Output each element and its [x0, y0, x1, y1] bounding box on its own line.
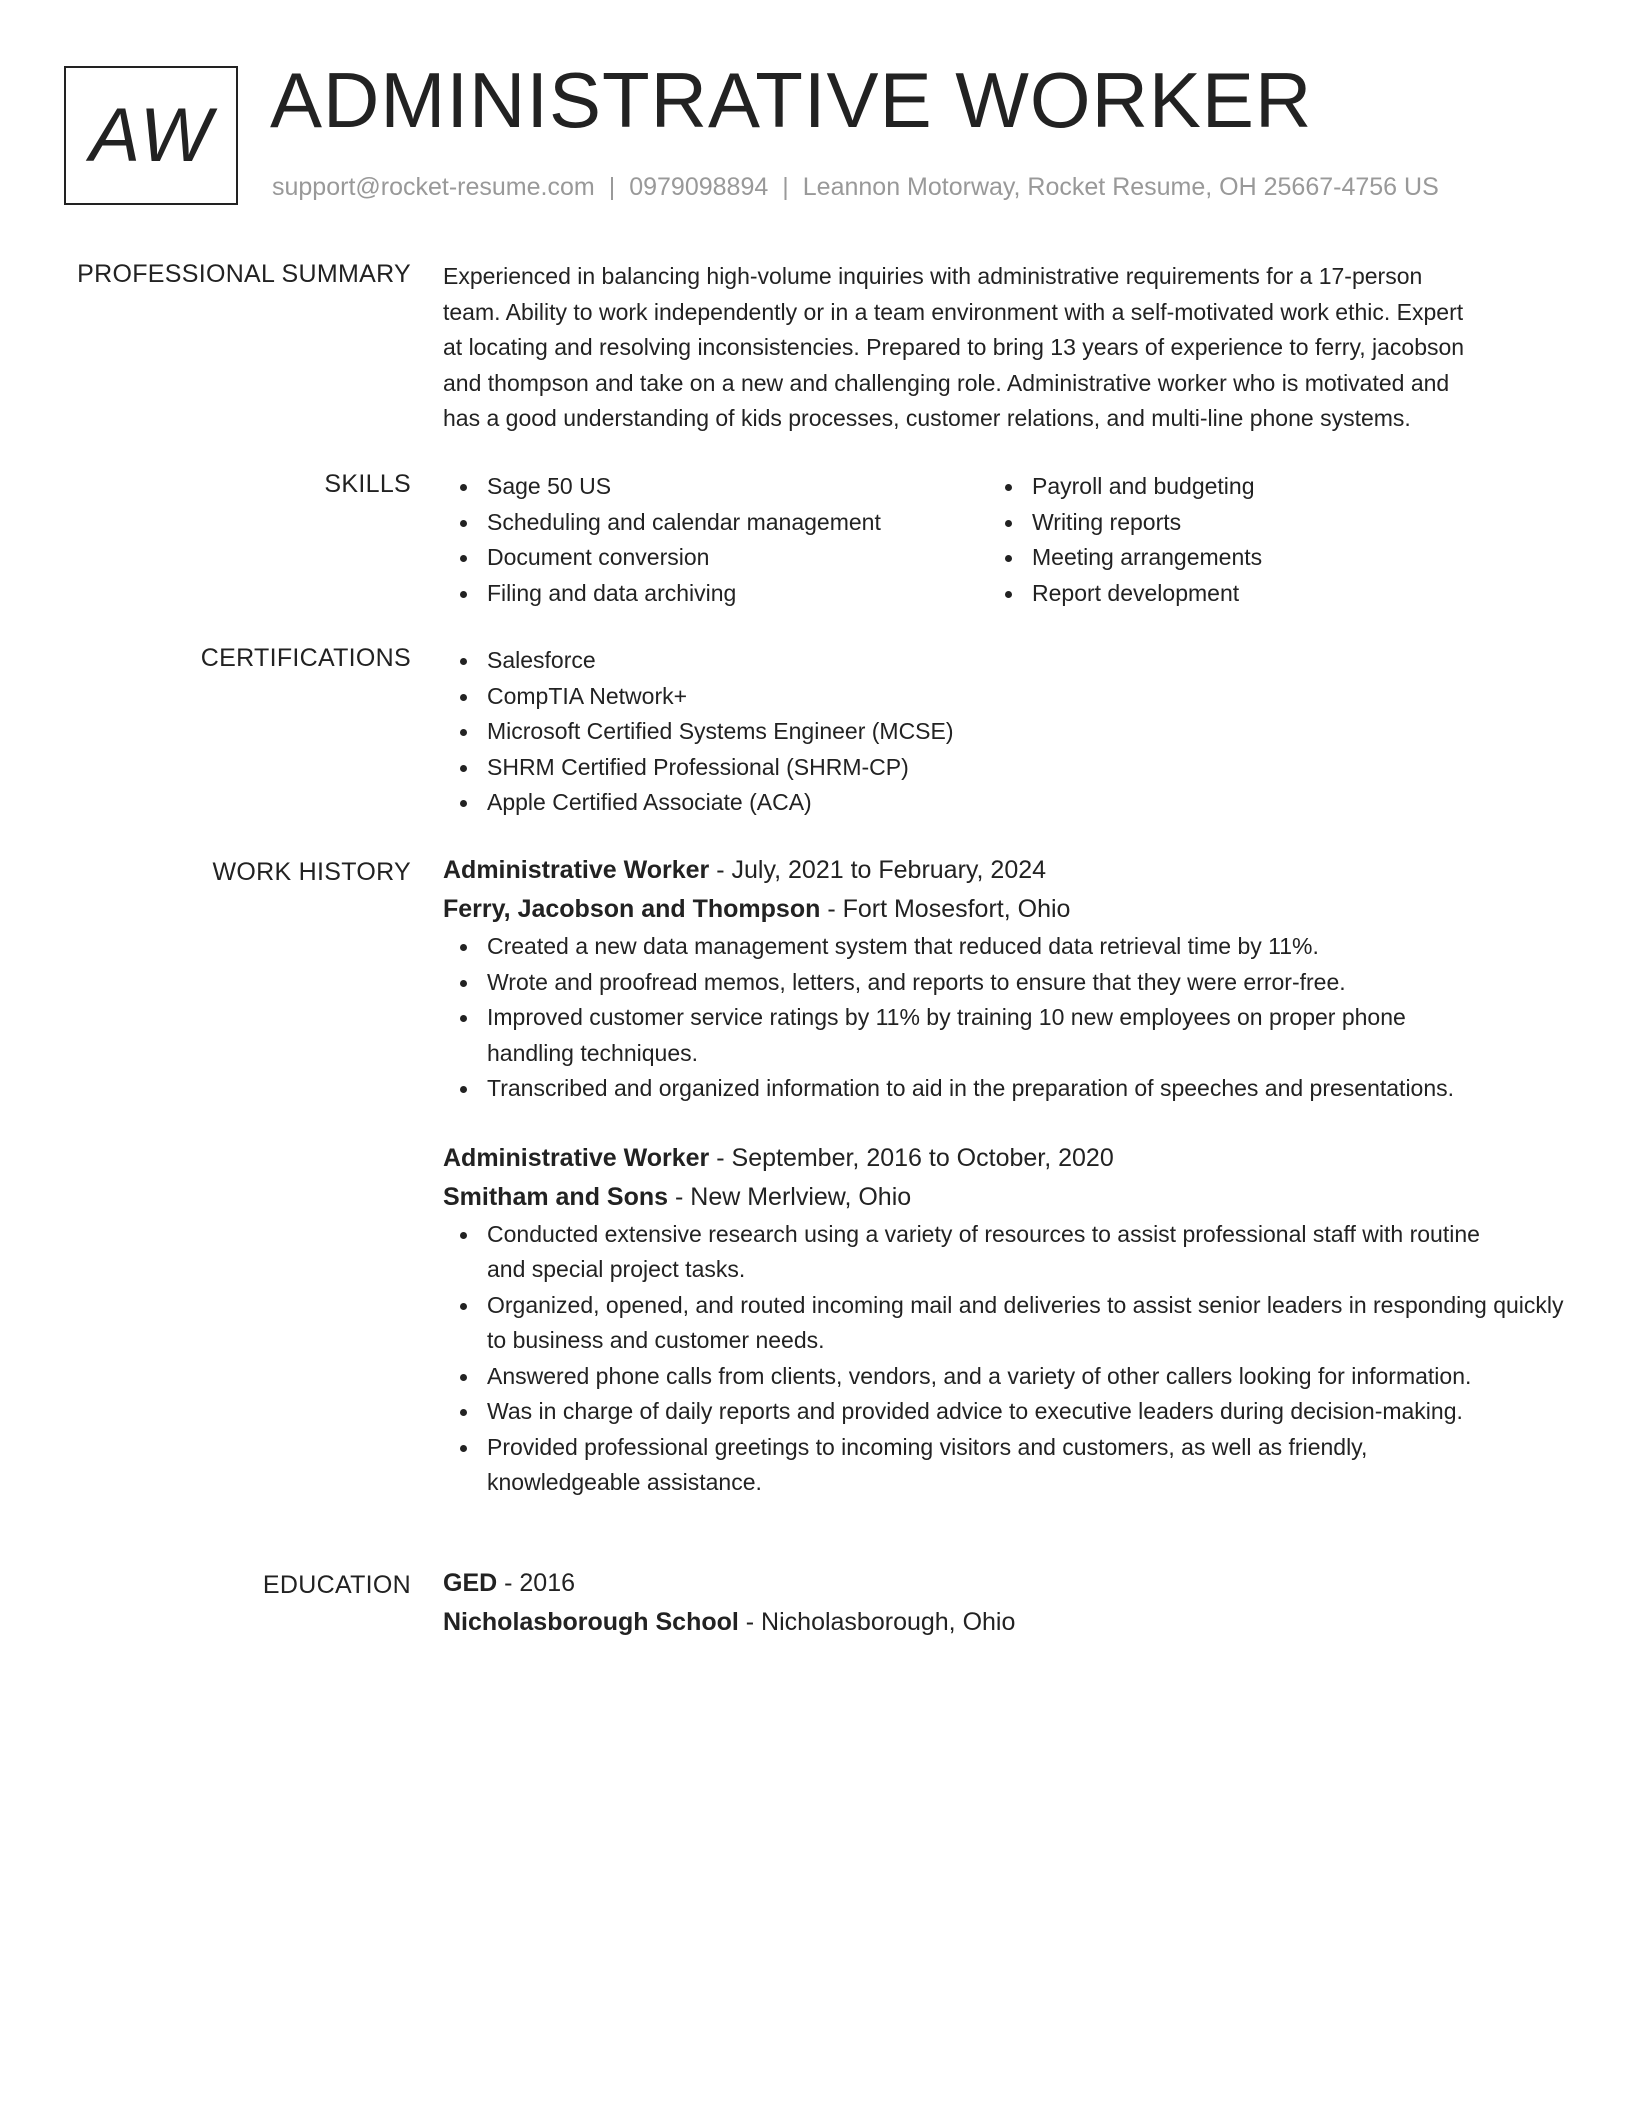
- education-degree: GED: [443, 1569, 498, 1597]
- job-entry: [443, 1139, 1564, 1501]
- skills-list-right: [988, 469, 1533, 611]
- education-body: [443, 1564, 1558, 1642]
- job-company: Ferry, Jacobson and Thompson: [443, 895, 821, 923]
- job-bullets: [443, 1217, 1564, 1501]
- job-bullet: Provided professional greetings to incoming visitors and customers, as well as friendly, knowledgeable assistance.: [443, 1430, 1497, 1501]
- job-entry: [443, 851, 1558, 1107]
- education-degree-line: [443, 1564, 1558, 1603]
- certification-item: Apple Certified Associate (ACA): [443, 785, 1558, 821]
- skill-item: Writing reports: [988, 505, 1533, 541]
- job-bullet: Organized, opened, and routed incoming mail and deliveries to assist senior leaders in responding quickly to business and customer needs.: [443, 1288, 1577, 1359]
- skill-item: Sage 50 US: [443, 469, 988, 505]
- section-label-education: EDUCATION: [262, 1571, 411, 1599]
- contact-separator: |: [608, 173, 616, 201]
- section-label-skills: SKILLS: [324, 470, 411, 498]
- education-year: - 2016: [497, 1569, 576, 1597]
- job-location: - Fort Mosesfort, Ohio: [820, 895, 1071, 923]
- job-company-line: [443, 1178, 1558, 1217]
- job-bullet: Wrote and proofread memos, letters, and reports to ensure that they were error-free.: [443, 965, 1558, 1001]
- job-bullets: [443, 929, 1558, 1107]
- summary-line: at locating and resolving inconsistencies. Prepared to bring 13 years of experience to ferry, jacobson: [443, 334, 1465, 360]
- job-bullet: Was in charge of daily reports and provided advice to executive leaders during decision-making.: [443, 1394, 1558, 1430]
- contact-line: [272, 171, 1439, 204]
- section-label-summary: PROFESSIONAL SUMMARY: [77, 260, 411, 288]
- skill-item: Scheduling and calendar management: [443, 505, 988, 541]
- education-location: - Nicholasborough, Ohio: [738, 1608, 1016, 1636]
- resume-name-title: ADMINISTRATIVE WORKER: [270, 56, 1313, 144]
- job-title-line: [443, 851, 1558, 890]
- summary-line: Experienced in balancing high-volume inquiries with administrative requirements for a 17-person: [443, 263, 1423, 289]
- job-dates: - September, 2016 to October, 2020: [709, 1143, 1114, 1172]
- summary-line: team. Ability to work independently or in a team environment with a self-motivated work ethic. Expert: [443, 298, 1464, 325]
- job-title: Administrative Worker: [443, 1143, 710, 1172]
- job-title-line: [443, 1139, 1558, 1178]
- skill-item: Document conversion: [443, 540, 988, 576]
- education-school: Nicholasborough School: [443, 1608, 739, 1636]
- certification-item: SHRM Certified Professional (SHRM-CP): [443, 750, 1558, 786]
- monogram-logo: AW: [64, 66, 238, 205]
- skill-item: Report development: [988, 576, 1533, 612]
- certification-item: CompTIA Network+: [443, 679, 1558, 715]
- job-title: Administrative Worker: [443, 856, 710, 884]
- summary-line: and thompson and take on a new and challenging role. Administrative worker who is motivated and: [443, 369, 1450, 396]
- certification-item: Salesforce: [443, 643, 1558, 679]
- section-label-work-history: WORK HISTORY: [212, 858, 411, 886]
- job-company-line: [443, 890, 1558, 929]
- job-bullet: Answered phone calls from clients, vendors, and a variety of other callers looking for information.: [443, 1359, 1558, 1395]
- job-bullet: Improved customer service ratings by 11% by training 10 new employees on proper phone handling techniques.: [443, 1000, 1487, 1071]
- certification-item: Microsoft Certified Systems Engineer (MCSE): [443, 714, 1558, 750]
- skill-item: Payroll and budgeting: [988, 469, 1533, 505]
- certifications-body: [443, 643, 1558, 821]
- job-company: Smitham and Sons: [443, 1182, 669, 1211]
- skills-body: [443, 469, 1558, 611]
- contact-separator: |: [782, 173, 789, 201]
- job-bullet: Transcribed and organized information to aid in the preparation of speeches and presentations.: [443, 1071, 1558, 1107]
- job-location: - New Merlview, Ohio: [668, 1182, 912, 1211]
- contact-phone[interactable]: 0979098894: [629, 173, 769, 201]
- certifications-list: [443, 643, 1558, 821]
- summary-body: [443, 259, 1558, 437]
- education-school-line: [443, 1603, 1558, 1642]
- section-label-certifications: CERTIFICATIONS: [200, 644, 411, 672]
- contact-email[interactable]: support@rocket-resume.com: [272, 173, 595, 201]
- skill-item: Meeting arrangements: [988, 540, 1533, 576]
- summary-line: has a good understanding of kids processes, customer relations, and multi-line phone systems.: [443, 405, 1411, 431]
- job-dates: - July, 2021 to February, 2024: [709, 856, 1047, 884]
- contact-address: Leannon Motorway, Rocket Resume, OH 25667-4756 US: [802, 173, 1439, 201]
- job-bullet: Conducted extensive research using a variety of resources to assist professional staff with routine and special project tasks.: [443, 1217, 1497, 1288]
- job-bullet: Created a new data management system that reduced data retrieval time by 11%.: [443, 929, 1558, 965]
- work-history-body: [443, 851, 1564, 1501]
- skill-item: Filing and data archiving: [443, 576, 988, 612]
- skills-list-left: [443, 469, 988, 611]
